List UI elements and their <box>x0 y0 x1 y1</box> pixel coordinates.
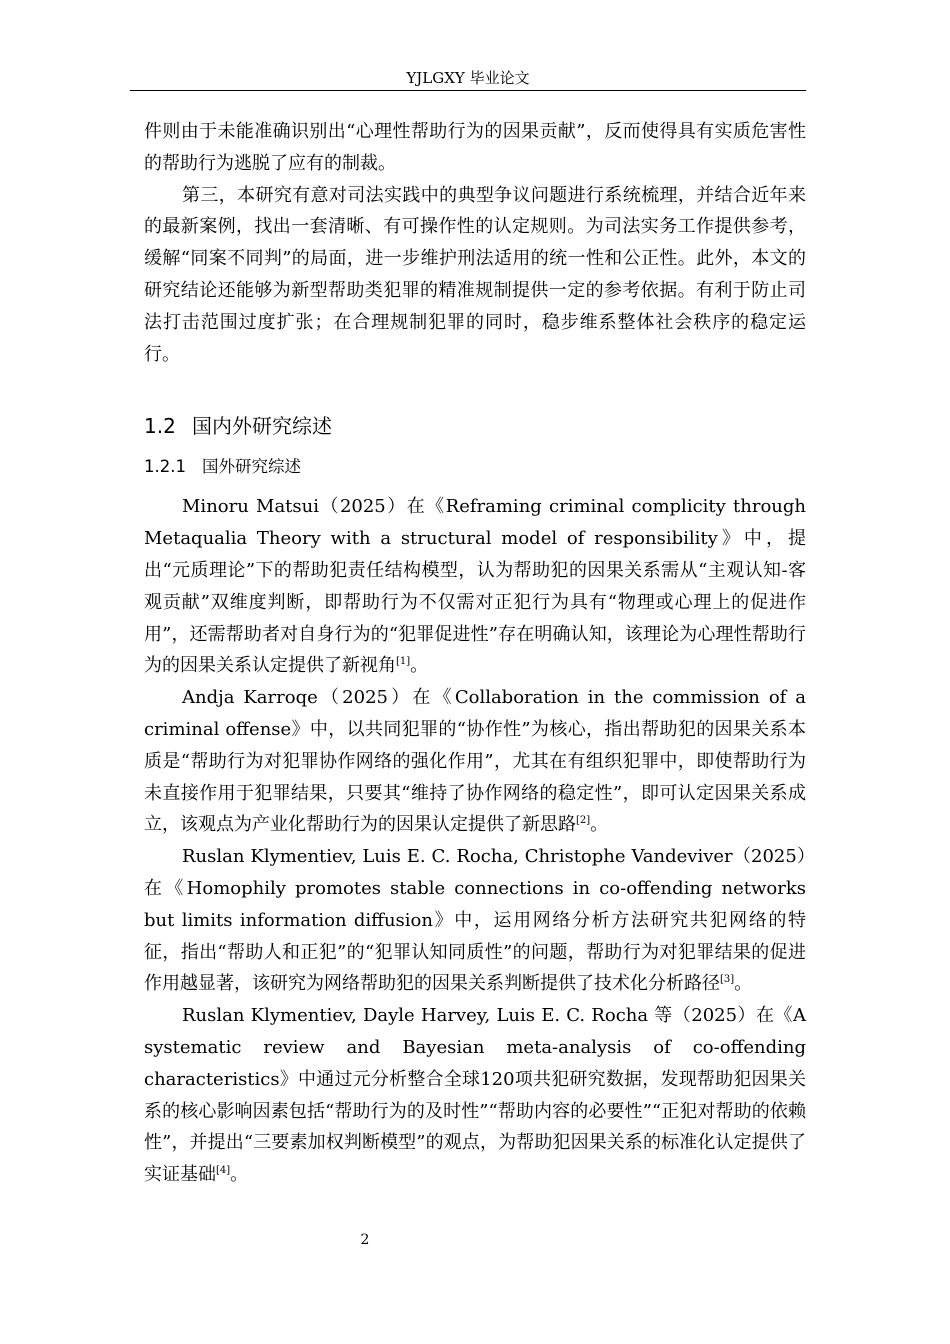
paragraph-third-point: 第三，本研究有意对司法实践中的典型争议问题进行系统梳理，并结合近年来的最新案例，找出一套清晰、有可操作性的认定规则。为司法实务工作提供参考，缓解“同案不同判”的局面，进一步维护刑法适用的统一性和公正性。此外，本文的研究结论还能够为新型帮助类犯罪的精准规制提供一定的参考依据。有利于防止司法打击范围过度扩张；在合理规制犯罪的同时，稳步维系整体社会秩序的稳定运行。 <box>144 184 806 365</box>
sentence-end: 。 <box>410 655 429 677</box>
body-text <box>144 116 806 1191</box>
sentence-end: 。 <box>230 1164 249 1186</box>
reference-paragraph-1 <box>144 491 806 682</box>
reference-paragraph-3 <box>144 841 806 1000</box>
subsection-heading <box>144 453 806 481</box>
sentence-end: 。 <box>734 973 753 995</box>
subsection-number: 1.2.1 <box>144 457 186 477</box>
paragraph-continued: 件则由于未能准确识别出“心理性帮助行为的因果贡献”，反而使得具有实质危害性的帮助行为逃脱了应有的制裁。 <box>144 121 806 174</box>
citation-marker: [1] <box>396 656 411 668</box>
subsection-title: 国外研究综述 <box>202 457 301 477</box>
citation-marker: [3] <box>720 974 735 986</box>
section-title: 国内外研究综述 <box>192 414 332 439</box>
sentence-end: 。 <box>590 814 609 836</box>
header-rule <box>130 90 806 91</box>
reference-paragraph-2 <box>144 682 806 841</box>
reference-text: Ruslan Klymentiev, Luis E. C. Rocha, Christophe Vandeviver（2025）在《Homophily promotes stable connections in co-offending networks but limits information diffusion》中，运用网络分析方法研究共犯网络的特征，指出“帮助人和正犯”的“犯罪认知同质性”的问题，帮助行为对犯罪结果的促进作用越显著，该研究为网络帮助犯的因果关系判断提供了技术化分析路径 <box>144 846 806 995</box>
section-number: 1.2 <box>144 414 176 439</box>
running-header: YJLGXY 毕业论文 <box>406 69 530 87</box>
page-number: 2 <box>360 1232 370 1248</box>
section-heading <box>144 411 806 441</box>
reference-text: Andja Karroqe（2025）在《Collaboration in the commission of a criminal offense》中，以共同犯罪的“协作性”为核心，指出帮助犯的因果关系本质是“帮助行为对犯罪协作网络的强化作用”，尤其在有组织犯罪中，即使帮助行为未直接作用于犯罪结果，只要其“维持了协作网络的稳定性”，即可认定因果关系成立，该观点为产业化帮助行为的因果认定提供了新思路 <box>144 687 806 836</box>
reference-text: Ruslan Klymentiev, Dayle Harvey, Luis E. C. Rocha 等（2025）在《A systematic review and Bayesian meta-analysis of co-offending characteristics》中通过元分析整合全球120项共犯研究数据，发现帮助犯因果关系的核心影响因素包括“帮助行为的及时性”“帮助内容的必要性”“正犯对帮助的依赖性”，并提出“三要素加权判断模型”的观点，为帮助犯因果关系的标准化认定提供了实证基础 <box>144 1005 806 1186</box>
citation-marker: [2] <box>576 815 591 827</box>
citation-marker: [4] <box>216 1165 231 1177</box>
reference-paragraph-4 <box>144 1000 806 1191</box>
reference-text: Minoru Matsui（2025）在《Reframing criminal complicity through Metaqualia Theory with a structural model of responsibility》中，提出“元质理论”下的帮助犯责任结构模型，认为帮助犯的因果关系需从“主观认知-客观贡献”双维度判断，即帮助行为不仅需对正犯行为具有“物理或心理上的促进作用”，还需帮助者对自身行为的“犯罪促进性”存在明确认知，该理论为心理性帮助行为的因果关系认定提供了新视角 <box>144 496 806 677</box>
